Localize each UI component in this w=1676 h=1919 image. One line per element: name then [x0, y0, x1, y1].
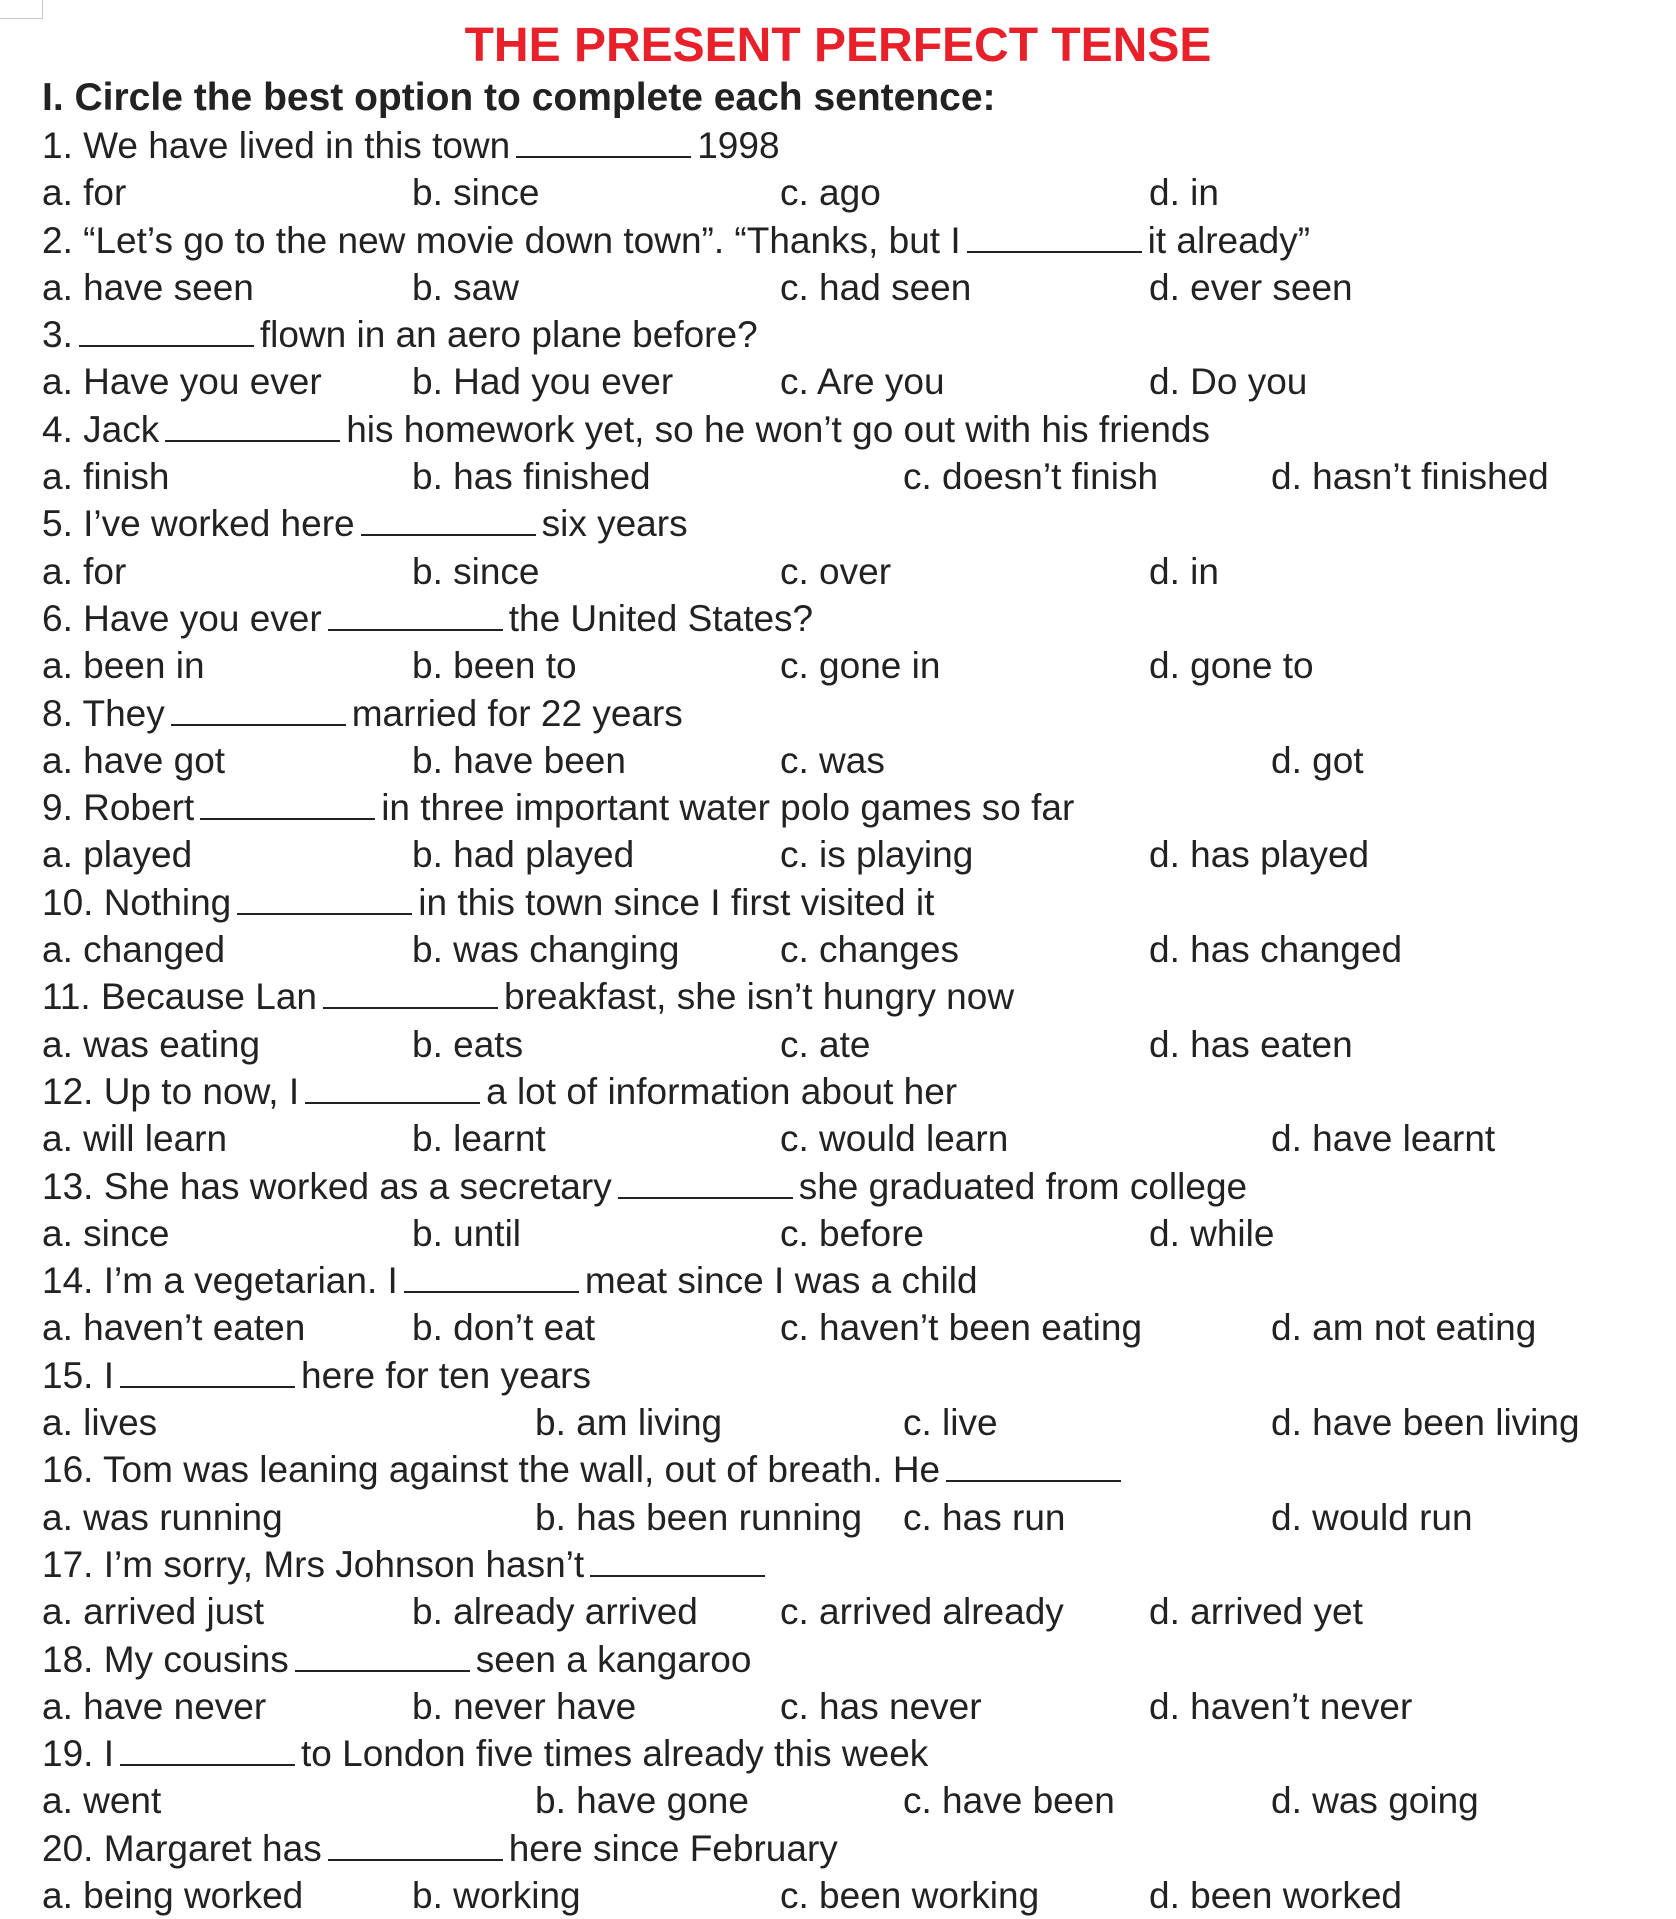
answer-option[interactable]: a. arrived just: [42, 1591, 265, 1633]
question-text: [42, 1730, 928, 1777]
question-text: [42, 311, 758, 358]
question-stem: 14. I’m a vegetarian. I: [42, 1260, 398, 1302]
answer-option[interactable]: d. haven’t never: [1149, 1685, 1413, 1727]
answer-blank[interactable]: [305, 1098, 480, 1104]
answer-option[interactable]: c. haven’t been eating: [780, 1307, 1143, 1349]
question-ending: flown in an aero plane before?: [259, 314, 758, 356]
answer-option[interactable]: d. gone to: [1149, 645, 1314, 687]
answer-option[interactable]: a. was eating: [42, 1023, 261, 1065]
answer-option[interactable]: d. would run: [1271, 1496, 1473, 1538]
answer-blank[interactable]: [295, 1666, 470, 1672]
answer-option[interactable]: b. been to: [412, 645, 577, 687]
question-text: [42, 1825, 838, 1872]
answer-blank[interactable]: [967, 247, 1142, 253]
question-row: [0, 1541, 1440, 1588]
answer-option[interactable]: c. been working: [780, 1874, 1040, 1916]
answer-option[interactable]: d. got: [1271, 739, 1364, 781]
answer-blank[interactable]: [120, 1760, 295, 1766]
answer-option[interactable]: d. has eaten: [1149, 1023, 1353, 1065]
answer-blank[interactable]: [328, 625, 503, 631]
answer-option[interactable]: b. Had you ever: [412, 361, 674, 403]
options-row: [0, 1872, 1440, 1919]
options-row: [0, 1304, 1537, 1351]
question-ending: in three important water polo games so far: [381, 787, 1075, 829]
question-stem: 19. I: [42, 1733, 114, 1775]
answer-option[interactable]: c. changes: [780, 929, 959, 971]
question-ending: to London five times already this week: [301, 1733, 929, 1775]
question-text: [42, 1352, 591, 1399]
question-row: [0, 1068, 1440, 1115]
answer-option[interactable]: a. was running: [42, 1496, 283, 1538]
question-row: [0, 406, 1440, 453]
answer-option[interactable]: c. ago: [780, 172, 881, 214]
question-list: [0, 122, 1580, 1919]
answer-option[interactable]: a. played: [42, 834, 193, 876]
question-stem: 5. I’ve worked here: [42, 503, 355, 545]
question-ending: breakfast, she isn’t hungry now: [503, 976, 1015, 1018]
answer-option[interactable]: d. am not eating: [1271, 1307, 1537, 1349]
options-row: [0, 1683, 1440, 1730]
answer-blank[interactable]: [200, 814, 375, 820]
question-stem: 3.: [42, 314, 73, 356]
answer-option[interactable]: c. would learn: [780, 1118, 1009, 1160]
answer-option[interactable]: a. haven’t eaten: [42, 1307, 306, 1349]
answer-option[interactable]: c. ate: [780, 1023, 871, 1065]
answer-option[interactable]: c. doesn’t finish: [903, 456, 1159, 498]
question-text: [42, 217, 1310, 264]
answer-blank[interactable]: [946, 1476, 1121, 1482]
question-text: [42, 1541, 771, 1588]
question-stem: 16. Tom was leaning against the wall, out of breath. He: [42, 1449, 941, 1491]
options-row: [0, 358, 1440, 405]
answer-option[interactable]: d. in: [1149, 172, 1219, 214]
question-stem: 10. Nothing: [42, 881, 232, 923]
question-text: [42, 690, 683, 737]
question-text: [42, 1068, 957, 1115]
answer-option[interactable]: a. have never: [42, 1685, 267, 1727]
question-row: [0, 1730, 1440, 1777]
answer-option[interactable]: b. since: [412, 172, 540, 214]
answer-blank[interactable]: [404, 1287, 579, 1293]
answer-option[interactable]: b. never have: [412, 1685, 637, 1727]
question-ending: it already”: [1147, 219, 1311, 261]
answer-option[interactable]: d. have learnt: [1271, 1118, 1496, 1160]
question-row: [0, 1446, 1440, 1493]
question-row: [0, 690, 1440, 737]
answer-option[interactable]: a. finish: [42, 456, 170, 498]
question-row: [0, 1163, 1440, 1210]
question-row: [0, 217, 1440, 264]
question-stem: 18. My cousins: [42, 1638, 289, 1680]
question-text: [42, 406, 1210, 453]
answer-option[interactable]: d. while: [1149, 1212, 1275, 1254]
answer-option[interactable]: c. is playing: [780, 834, 974, 876]
answer-option[interactable]: a. for: [42, 550, 127, 592]
question-ending: in this town since I first visited it: [418, 881, 935, 923]
answer-option[interactable]: a. have got: [42, 739, 226, 781]
question-ending: a lot of information about her: [486, 1070, 958, 1112]
answer-option[interactable]: c. arrived already: [780, 1591, 1064, 1633]
question-ending: 1998: [697, 125, 780, 166]
question-text: [42, 973, 1014, 1020]
answer-option[interactable]: a. since: [42, 1212, 170, 1254]
answer-option[interactable]: b. am living: [535, 1402, 723, 1444]
question-ending: six years: [541, 503, 688, 545]
question-stem: 11. Because Lan: [42, 976, 317, 1018]
options-row: [0, 1115, 1496, 1162]
answer-option[interactable]: c. Are you: [780, 361, 945, 403]
answer-option[interactable]: c. gone in: [780, 645, 941, 687]
answer-blank[interactable]: [323, 1003, 498, 1009]
question-ending: his homework yet, so he won’t go out with his friends: [346, 408, 1210, 450]
question-stem: 17. I’m sorry, Mrs Johnson hasn’t: [42, 1543, 585, 1585]
question-ending: the United States?: [508, 597, 814, 639]
question-ending: here since February: [508, 1827, 838, 1869]
options-row: [0, 169, 1440, 216]
question-stem: 20. Margaret has: [42, 1827, 322, 1869]
answer-option[interactable]: b. saw: [412, 266, 519, 308]
answer-option[interactable]: c. was: [780, 739, 885, 781]
question-text: [42, 1446, 1127, 1493]
answer-option[interactable]: c. had seen: [780, 266, 972, 308]
instruction-heading: I. Circle the best option to complete each sentence:: [42, 76, 996, 119]
answer-option[interactable]: d. have been living: [1271, 1402, 1580, 1444]
answer-option[interactable]: d. ever seen: [1149, 266, 1353, 308]
answer-option[interactable]: b. was changing: [412, 929, 680, 971]
question-text: [42, 500, 688, 547]
question-ending: seen a kangaroo: [475, 1638, 752, 1680]
question-row: [0, 311, 1440, 358]
answer-blank[interactable]: [361, 530, 536, 536]
question-stem: 8. They: [42, 692, 165, 734]
answer-option[interactable]: b. since: [412, 550, 540, 592]
options-row: [0, 1494, 1473, 1541]
question-stem: 1. We have lived in this town: [42, 125, 511, 166]
answer-blank[interactable]: [618, 1193, 793, 1199]
options-row: [0, 831, 1440, 878]
answer-option[interactable]: b. have been: [412, 739, 626, 781]
question-row: [0, 784, 1440, 831]
answer-option[interactable]: d. was going: [1271, 1780, 1479, 1822]
options-row: [0, 1777, 1479, 1824]
answer-option[interactable]: c. live: [903, 1402, 998, 1444]
page-title: THE PRESENT PERFECT TENSE: [464, 19, 1212, 72]
question-text: [42, 595, 813, 642]
answer-blank[interactable]: [590, 1571, 765, 1577]
answer-option[interactable]: a. lives: [42, 1402, 158, 1444]
answer-option[interactable]: d. been worked: [1149, 1874, 1403, 1916]
options-row: [0, 737, 1440, 784]
question-row: [0, 1636, 1440, 1683]
answer-blank[interactable]: [328, 1855, 503, 1861]
question-row: [0, 973, 1440, 1020]
answer-option[interactable]: b. have gone: [535, 1780, 749, 1822]
question-ending: she graduated from college: [798, 1165, 1248, 1207]
answer-option[interactable]: a. for: [42, 172, 127, 214]
options-row: [0, 1021, 1440, 1068]
question-stem: 13. She has worked as a secretary: [42, 1165, 612, 1207]
question-text: [42, 1163, 1247, 1210]
question-stem: 12. Up to now, I: [42, 1070, 300, 1112]
question-row: [0, 1825, 1440, 1872]
question-stem: 6. Have you ever: [42, 597, 322, 639]
answer-option[interactable]: a. went: [42, 1780, 162, 1822]
question-row: [0, 879, 1440, 926]
answer-option[interactable]: b. has been running: [535, 1496, 863, 1538]
answer-option[interactable]: a. will learn: [42, 1118, 228, 1160]
question-row: [0, 122, 1440, 169]
question-ending: meat since I was a child: [584, 1260, 978, 1302]
answer-option[interactable]: c. before: [780, 1212, 924, 1254]
answer-option[interactable]: c. over: [780, 550, 892, 592]
options-row: [0, 453, 1549, 500]
answer-option[interactable]: b. already arrived: [412, 1591, 698, 1633]
answer-option[interactable]: d. has changed: [1149, 929, 1403, 971]
answer-option[interactable]: b. had played: [412, 834, 635, 876]
options-row: [0, 1210, 1440, 1257]
answer-option[interactable]: d. has played: [1149, 834, 1370, 876]
question-stem: 4. Jack: [42, 408, 160, 450]
question-stem: 2. “Let’s go to the new movie down town”. “Thanks, but I: [42, 219, 961, 261]
answer-option[interactable]: b. until: [412, 1212, 522, 1254]
question-stem: 15. I: [42, 1354, 114, 1396]
options-row: [0, 926, 1440, 973]
answer-option[interactable]: d. Do you: [1149, 361, 1308, 403]
options-row: [0, 548, 1440, 595]
answer-option[interactable]: c. has run: [903, 1496, 1066, 1538]
answer-blank[interactable]: [79, 341, 254, 347]
question-row: [0, 595, 1440, 642]
question-row: [0, 1352, 1440, 1399]
question-stem: 9. Robert: [42, 787, 195, 829]
question-row: [0, 1257, 1440, 1304]
answer-blank[interactable]: [171, 720, 346, 726]
options-row: [0, 1588, 1440, 1635]
answer-option[interactable]: b. has finished: [412, 456, 651, 498]
answer-option[interactable]: b. eats: [412, 1023, 524, 1065]
answer-blank[interactable]: [516, 152, 691, 158]
question-text: [42, 122, 780, 169]
question-row: [0, 500, 1440, 547]
question-text: [42, 1636, 751, 1683]
answer-option[interactable]: b. working: [412, 1874, 581, 1916]
answer-blank[interactable]: [120, 1382, 295, 1388]
options-row: [0, 264, 1440, 311]
question-text: [42, 784, 1074, 831]
answer-option[interactable]: d. hasn’t finished: [1271, 456, 1549, 498]
answer-option[interactable]: d. arrived yet: [1149, 1591, 1363, 1633]
question-ending: married for 22 years: [351, 692, 683, 734]
question-ending: here for ten years: [301, 1354, 591, 1396]
question-text: [42, 1257, 978, 1304]
answer-option[interactable]: c. has never: [780, 1685, 982, 1727]
options-row: [0, 1399, 1580, 1446]
answer-option[interactable]: b. don’t eat: [412, 1307, 596, 1349]
answer-blank[interactable]: [237, 909, 412, 915]
question-text: [42, 879, 934, 926]
options-row: [0, 642, 1440, 689]
answer-option[interactable]: a. Have you ever: [42, 361, 322, 403]
answer-option[interactable]: a. have seen: [42, 266, 254, 308]
answer-option[interactable]: a. being worked: [42, 1874, 304, 1916]
answer-blank[interactable]: [165, 436, 340, 442]
answer-option[interactable]: c. have been: [903, 1780, 1115, 1822]
answer-option[interactable]: a. been in: [42, 645, 205, 687]
answer-option[interactable]: a. changed: [42, 929, 226, 971]
answer-option[interactable]: b. learnt: [412, 1118, 546, 1160]
answer-option[interactable]: d. in: [1149, 550, 1219, 592]
